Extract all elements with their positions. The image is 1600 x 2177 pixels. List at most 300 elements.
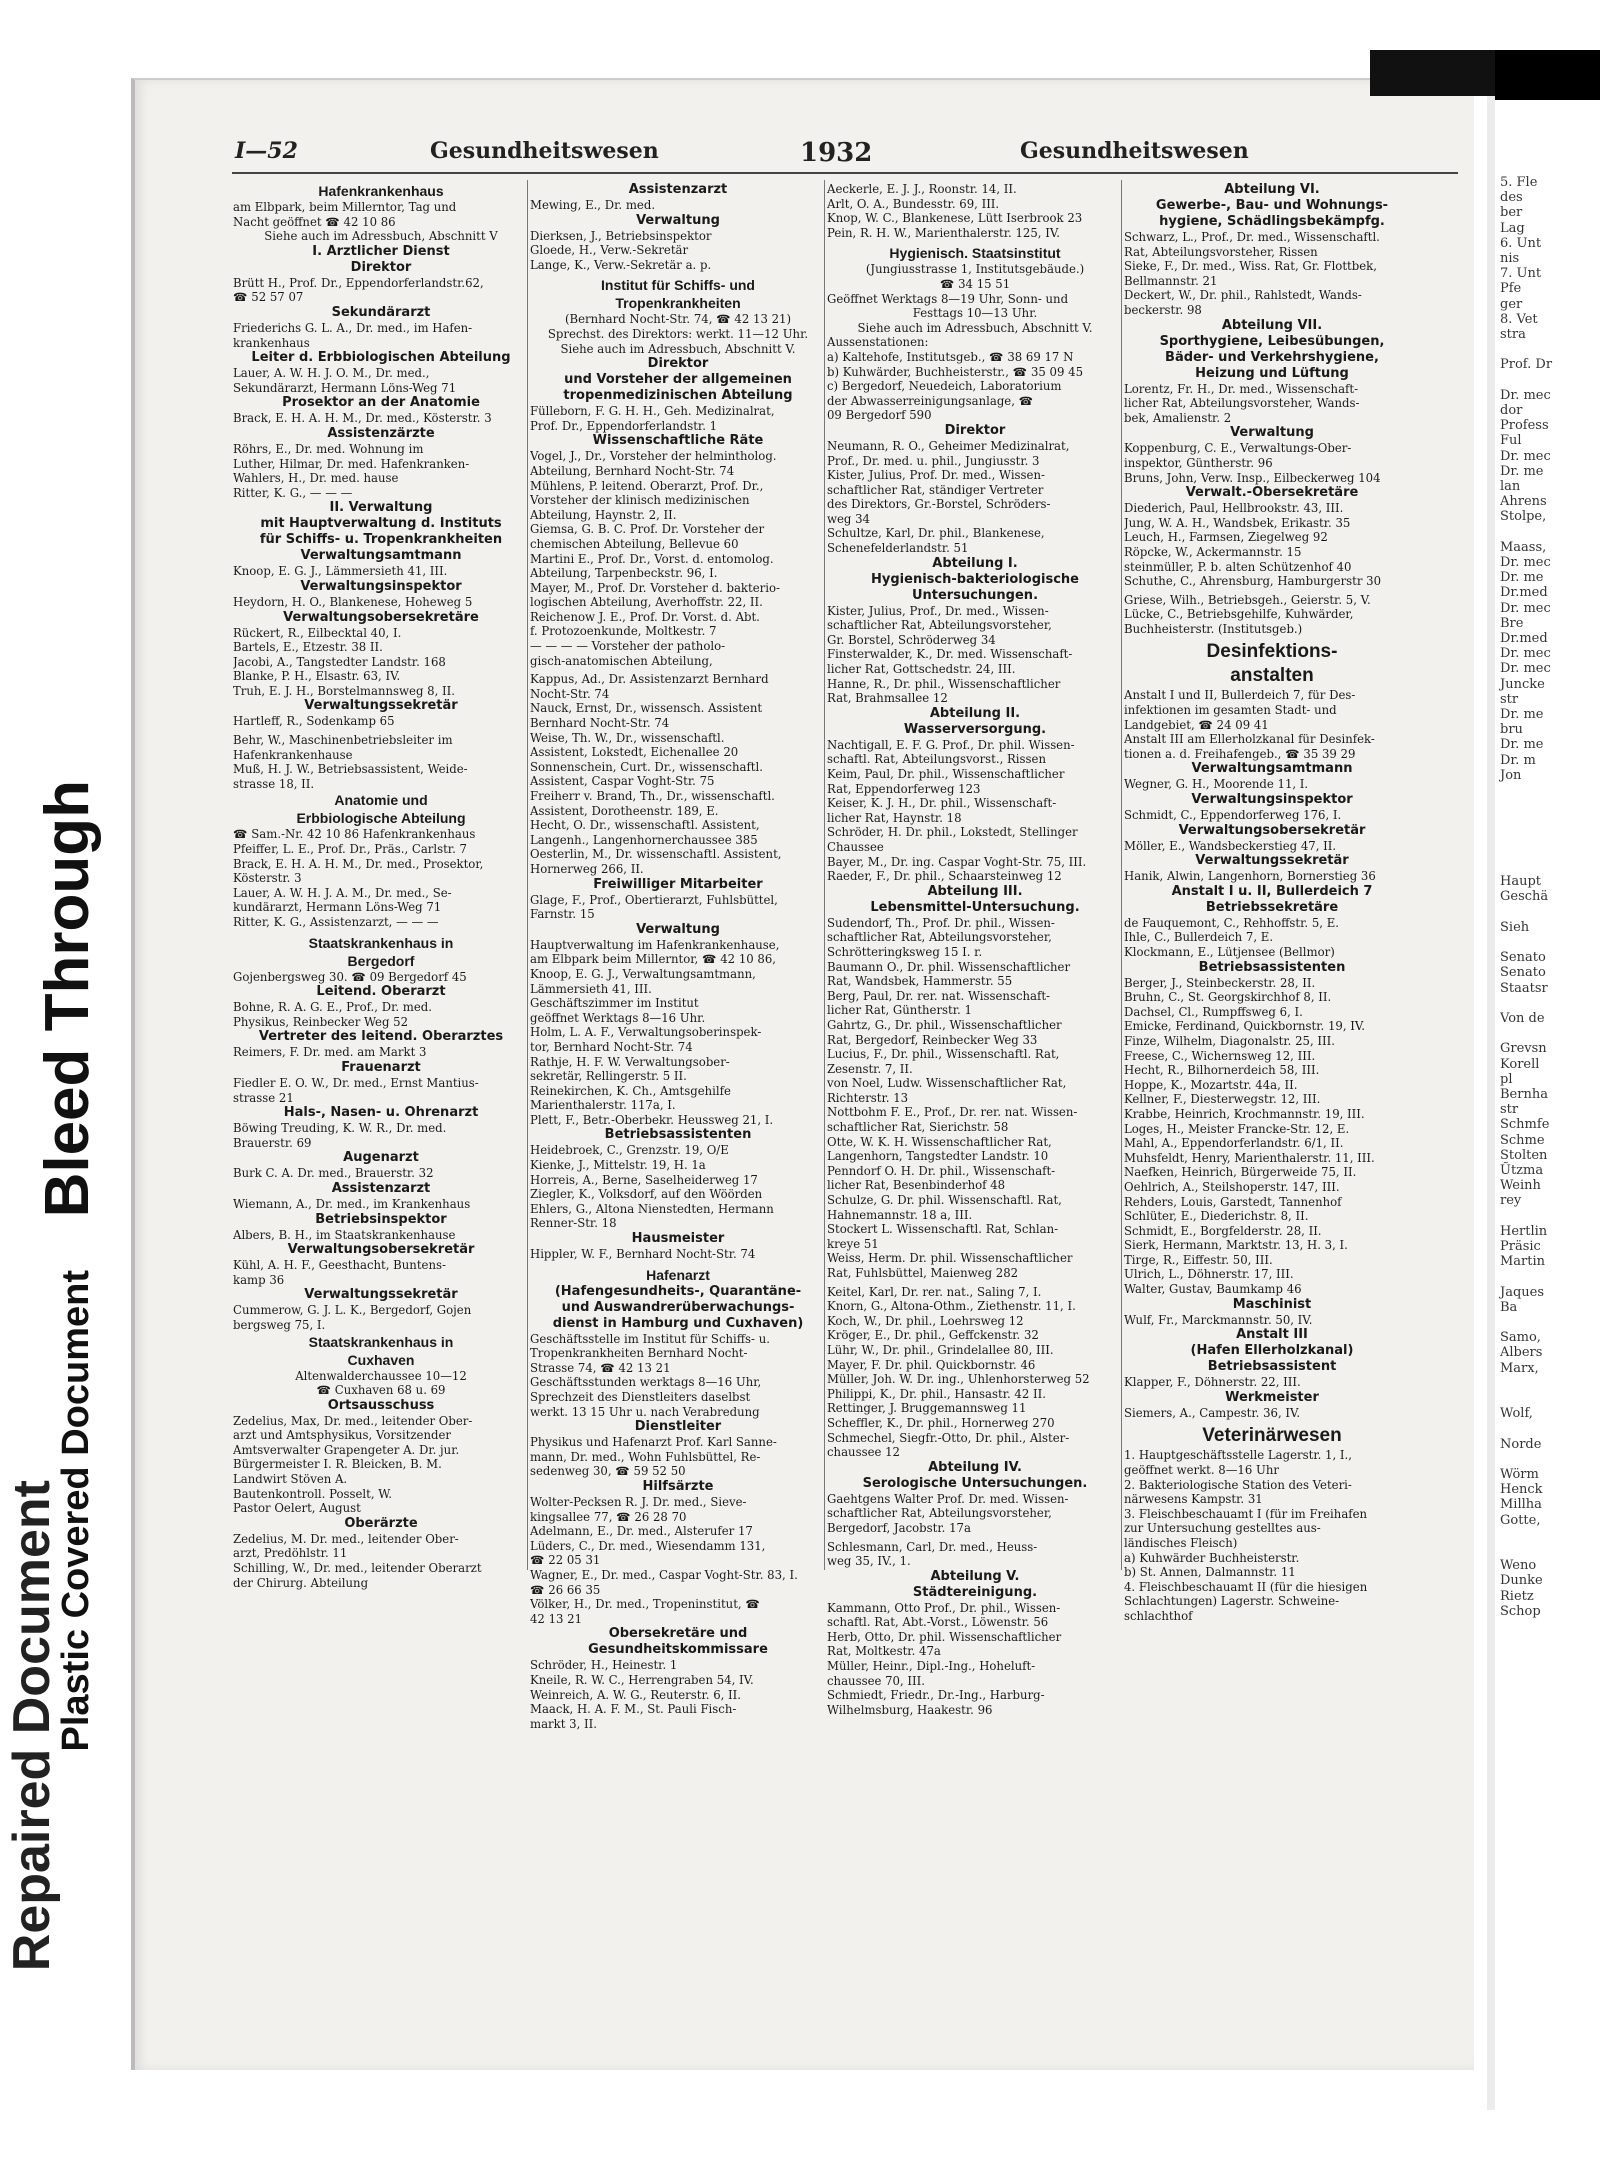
- entry-line: Ziegler, K., Volksdorf, auf den Wöörden: [530, 1187, 763, 1202]
- entry-line: Assistent, Caspar Voght-Str. 75: [530, 774, 715, 789]
- entry-line: c) Bergedorf, Neuedeich, Laboratorium: [827, 379, 1062, 394]
- entry-line: Albers, B. H., im Staatskrankenhause: [233, 1227, 456, 1242]
- facing-page-line: Gotte,: [1500, 1512, 1541, 1528]
- facing-page-line: Dr.med: [1500, 585, 1548, 601]
- entry-line: Heydorn, H. O., Blankenese, Hoheweg 5: [233, 594, 473, 609]
- entry-line: Ritter, K. G., Assistenzarzt, — — —: [233, 915, 439, 929]
- entry-line: licher Rat, Güntherstr. 1: [827, 1003, 972, 1018]
- entry-line: Marienthalerstr. 117a, I.: [530, 1098, 676, 1113]
- entry-line: Knop, W. C., Blankenese, Lütt Iserbrook 23: [827, 211, 1083, 226]
- entry-line: Otte, W. K. H. Wissenschaftlicher Rat,: [827, 1134, 1052, 1149]
- entry-line: der Abwasserreinigungsanlage, ☎: [827, 393, 1034, 408]
- entry-line: arzt und Amtsphysikus, Vorsitzender: [233, 1428, 451, 1443]
- entry-line: Jacobi, A., Tangstedter Landstr. 168: [233, 654, 446, 669]
- entry-line: Truh, E. J. H., Borstelmannsweg 8, II.: [233, 683, 455, 698]
- entry-line: Lorentz, Fr. H., Dr. med., Wissenschaft-: [1124, 381, 1359, 396]
- facing-page-line: Jaques: [1500, 1284, 1545, 1300]
- entry-line: des Direktors, Gr.-Borstel, Schröders-: [827, 497, 1051, 512]
- section-heading: Verwaltungssekretär: [304, 1287, 458, 1303]
- entry-line: Hanik, Alwin, Langenhorn, Bornerstieg 36: [1124, 869, 1376, 884]
- facing-page-line: Geschä: [1500, 889, 1549, 905]
- entry-line: Kellner, F., Diesterwegstr. 12, III.: [1124, 1092, 1321, 1107]
- entry-line: Abteilung, Bernhard Nocht-Str. 74: [530, 463, 735, 478]
- section-heading: II. Verwaltung: [329, 500, 433, 516]
- entry-line: Siehe auch im Adressbuch, Abschnitt V: [264, 229, 498, 244]
- entry-line: schaftlicher Rat, Abteilungsvorsteher,: [827, 618, 1052, 633]
- facing-page-line: Korell: [1500, 1056, 1540, 1072]
- entry-line: b) St. Annen, Dalmannstr. 11: [1124, 1565, 1296, 1580]
- facing-page-line: 6. Unt: [1500, 235, 1542, 251]
- facing-page-line: Weno: [1500, 1558, 1537, 1574]
- facing-page-line: Dr. mec: [1500, 448, 1551, 464]
- entry-line: Lücke, C., Betriebsgehilfe, Kuhwärder,: [1124, 607, 1354, 622]
- entry-line: Müller, Joh. W. Dr. ing., Uhlenhorsterweg 52: [827, 1372, 1090, 1387]
- entry-line: schaftlicher Rat, ständiger Vertreter: [827, 482, 1044, 497]
- section-heading: Bäder- und Verkehrshygiene,: [1165, 349, 1379, 365]
- entry-line: Schuthe, C., Ahrensburg, Hamburgerstr 30: [1124, 574, 1382, 589]
- facing-page-line: Jon: [1500, 767, 1522, 783]
- entry-line: Hahnemannstr. 18 a, III.: [827, 1207, 973, 1222]
- entry-line: Kienke, J., Mittelstr. 19, H. 1a: [530, 1158, 706, 1173]
- entry-line: Chaussee: [827, 839, 884, 854]
- section-heading: Direktor: [944, 422, 1006, 438]
- section-heading: Städtereinigung.: [912, 1584, 1038, 1600]
- entry-line: Sekundärarzt, Hermann Löns-Weg 71: [233, 380, 457, 395]
- entry-line: Raeder, F., Dr. phil., Schaarsteinweg 12: [827, 869, 1062, 884]
- section-heading: (Hafen Ellerholzkanal): [1190, 1343, 1354, 1359]
- entry-line: Nocht-Str. 74: [530, 686, 610, 701]
- entry-line: Lauer, A. W. H. J. O. M., Dr. med.,: [233, 366, 430, 381]
- facing-page-line: 7. Unt: [1500, 266, 1542, 282]
- facing-page-line: Ba: [1500, 1299, 1518, 1315]
- entry-line: geöffnet werkt. 8—16 Uhr: [1124, 1463, 1279, 1478]
- section-heading: Verwaltungsinspektor: [1191, 792, 1353, 808]
- entry-line: Schröder, H., Heinestr. 1: [530, 1658, 678, 1673]
- entry-line: Mewing, E., Dr. med.: [530, 198, 656, 212]
- entry-line: Freese, C., Wichernsweg 12, III.: [1124, 1048, 1316, 1063]
- facing-page-line: Dr. m: [1500, 752, 1536, 768]
- section-heading: Sekundärarzt: [331, 304, 431, 320]
- entry-line: Diederich, Paul, Hellbrookstr. 43, III.: [1124, 501, 1344, 516]
- entry-line: Prof. Dr., Eppendorferlandstr. 1: [530, 418, 718, 433]
- entry-line: Rat, Abteilungsvorsteher, Rissen: [1124, 244, 1318, 259]
- entry-line: Brütt H., Prof. Dr., Eppendorferlandstr.62,: [233, 275, 484, 290]
- entry-line: logischen Abteilung, Averhoffstr. 22, II.: [530, 595, 763, 610]
- entry-line: zur Untersuchung gestelltes aus-: [1124, 1521, 1321, 1536]
- section-heading: Lebensmittel-Untersuchung.: [870, 899, 1080, 915]
- entry-line: Rat, Bergedorf, Reinbecker Weg 33: [827, 1032, 1038, 1047]
- section-heading: Verwaltungsamtmann: [1191, 761, 1353, 777]
- facing-page-line: Stolpe,: [1500, 509, 1547, 525]
- facing-page-line: Grevsn: [1500, 1041, 1547, 1057]
- section-heading: Hilfsärzte: [642, 1478, 714, 1494]
- facing-page-line: Albers: [1500, 1345, 1543, 1361]
- entry-line: Schmiedt, Friedr., Dr.-Ing., Harburg-: [827, 1688, 1045, 1703]
- section-heading: und Auswandrerüberwachungs-: [561, 1299, 795, 1315]
- section-heading: Verwaltungsobersekretär: [1178, 822, 1366, 838]
- entry-line: Wahlers, H., Dr. med. hause: [233, 471, 399, 486]
- section-heading: Verwaltungsobersekretär: [287, 1242, 475, 1258]
- entry-line: Hippler, W. F., Bernhard Nocht-Str. 74: [530, 1247, 756, 1262]
- entry-line: Schlüter, E., Diederichstr. 8, II.: [1124, 1209, 1309, 1224]
- entry-line: Aussenstationen:: [827, 335, 929, 350]
- entry-line: Bohne, R. A. G. E., Prof., Dr. med.: [233, 1000, 432, 1015]
- section-heading: Oberärzte: [344, 1515, 418, 1531]
- entry-line: chaussee 12: [827, 1445, 900, 1460]
- entry-line: Horreis, A., Berne, Saselheiderweg 17: [530, 1172, 758, 1187]
- section-heading: (Hafengesundheits-, Quarantäne-: [554, 1283, 802, 1299]
- entry-line: Schilling, W., Dr. med., leitender Oberarzt: [233, 1561, 482, 1576]
- section-heading: I. Ärztlicher Dienst: [312, 243, 450, 259]
- section-heading: Hausmeister: [631, 1231, 725, 1247]
- section-heading: Bergedorf: [347, 952, 415, 969]
- section-heading: Verwaltungsobersekretäre: [283, 609, 479, 625]
- entry-line: ☎ Cuxhaven 68 u. 69: [316, 1383, 446, 1398]
- entry-line: Hornerweg 266, II.: [530, 861, 644, 876]
- facing-page-line: Bernha: [1500, 1087, 1548, 1102]
- section-heading: Abteilung I.: [932, 555, 1018, 571]
- section-heading: Betriebsinspektor: [315, 1211, 447, 1227]
- entry-line: Mayer, M., Prof. Dr. Vorsteher d. bakterio-: [530, 580, 780, 595]
- entry-line: Blanke, P. H., Elsastr. 63, IV.: [233, 669, 401, 684]
- section-heading: Abteilung II.: [929, 705, 1021, 721]
- facing-page-line: Juncke: [1500, 676, 1545, 692]
- entry-line: Vogel, J., Dr., Vorsteher der helmintholog.: [530, 449, 777, 464]
- entry-line: Philippi, K., Dr. phil., Hansastr. 42 II.: [827, 1386, 1046, 1401]
- entry-line: 42 13 21: [530, 1611, 583, 1626]
- bleed-through-label: Bleed Through: [33, 780, 102, 1218]
- entry-line: Pastor Oelert, August: [233, 1501, 361, 1516]
- section-heading: Leitend. Oberarzt: [316, 984, 446, 1000]
- entry-line: Langenhorn, Tangstedter Landstr. 10: [827, 1149, 1049, 1164]
- entry-line: kamp 36: [233, 1272, 285, 1287]
- entry-line: Lühr, W., Dr. phil., Grindelallee 80, III.: [827, 1342, 1054, 1357]
- entry-line: Neumann, R. O., Geheimer Medizinalrat,: [827, 438, 1070, 453]
- spine-margin: [0, 0, 130, 2177]
- facing-page-line: Dr. mec: [1500, 387, 1551, 403]
- section-heading: Hafenkrankenhaus: [318, 183, 444, 199]
- section-heading: tropenmedizinischen Abteilung: [563, 388, 793, 404]
- entry-line: sekretär, Rellingerstr. 5 II.: [530, 1069, 687, 1084]
- entry-line: Weinreich, A. W. G., Reuterstr. 6, II.: [530, 1687, 742, 1702]
- entry-line: Siehe auch im Adressbuch, Abschnitt V.: [857, 320, 1093, 335]
- entry-line: Penndorf O. H. Dr. phil., Wissenschaft-: [827, 1163, 1056, 1178]
- entry-line: 1. Hauptgeschäftsstelle Lagerstr. 1, I.,: [1124, 1448, 1352, 1463]
- entry-line: Knorn, G., Altona-Othm., Ziethenstr. 11, I.: [827, 1299, 1076, 1314]
- entry-line: sedenweg 30, ☎ 59 52 50: [530, 1464, 686, 1479]
- entry-line: Bruhn, C., St. Georgskirchhof 8, II.: [1124, 990, 1332, 1005]
- entry-line: Abteilung, Tarpenbeckstr. 96, I.: [530, 566, 718, 581]
- entry-line: Rückert, R., Eilbecktal 40, I.: [233, 625, 402, 640]
- facing-page-line: Ful: [1500, 433, 1522, 449]
- entry-line: am Elbpark beim Millerntor, ☎ 42 10 86,: [530, 952, 776, 967]
- entry-line: Rat, Brahmsallee 12: [827, 691, 948, 706]
- entry-line: geöffnet Werktags 8—16 Uhr.: [530, 1010, 706, 1025]
- entry-line: Schröder, H. Dr. phil., Lokstedt, Stellinger: [827, 825, 1078, 840]
- entry-line: Krabbe, Heinrich, Krochmannstr. 19, III.: [1124, 1106, 1365, 1121]
- running-title-right: Gesundheitswesen: [1020, 138, 1249, 164]
- entry-line: Keitel, Karl, Dr. rer. nat., Saling 7, I.: [827, 1284, 1042, 1299]
- entry-line: Kappus, Ad., Dr. Assistenzarzt Bernhard: [530, 672, 769, 687]
- facing-page-line: Schme: [1500, 1132, 1545, 1148]
- entry-line: Knoop, E. G. J., Lämmersieth 41, III.: [233, 564, 448, 579]
- entry-line: (Bernhard Nocht-Str. 74, ☎ 42 13 21): [564, 312, 792, 327]
- entry-line: Cummerow, G. J. L. K., Bergedorf, Gojen: [233, 1303, 472, 1318]
- section-heading: Betriebssekretäre: [1205, 899, 1339, 915]
- facing-page-line: Senato: [1500, 965, 1546, 981]
- facing-page-line: Ũtzma: [1500, 1163, 1544, 1178]
- entry-line: Fülleborn, F. G. H. H., Geh. Medizinalrat,: [530, 404, 775, 419]
- entry-line: Hecht, O. Dr., wissenschaftl. Assistent,: [530, 818, 760, 833]
- entry-line: f. Protozoenkunde, Moltkestr. 7: [530, 624, 717, 639]
- entry-line: Zedelius, Max, Dr. med., leitender Ober-: [233, 1413, 473, 1428]
- entry-line: Renner-Str. 18: [530, 1216, 617, 1231]
- facing-page-line: Staatsr: [1500, 980, 1548, 996]
- entry-line: Bayer, M., Dr. ing. Caspar Voght-Str. 75, III.: [827, 854, 1087, 869]
- facing-page-line: Dr. me: [1500, 570, 1544, 586]
- entry-line: Loges, H., Meister Francke-Str. 12, E.: [1124, 1121, 1350, 1136]
- entry-line: Physikus, Reinbecker Weg 52: [233, 1014, 409, 1029]
- entry-line: Gloede, H., Verw.-Sekretär: [530, 243, 689, 258]
- section-heading: Serologische Untersuchungen.: [862, 1475, 1088, 1491]
- facing-page-line: Weinh: [1500, 1178, 1541, 1194]
- entry-line: Stockert L. Wissenschaftl. Rat, Schlan-: [827, 1222, 1059, 1237]
- entry-line: kingsallee 77, ☎ 26 28 70: [530, 1509, 687, 1524]
- section-heading: Assistenzarzt: [331, 1180, 431, 1196]
- entry-line: Richterstr. 13: [827, 1090, 909, 1105]
- facing-page-line: Dr. me: [1500, 463, 1544, 479]
- facing-page-line: Marx,: [1500, 1360, 1539, 1376]
- entry-line: Wegner, G. H., Moorende 11, I.: [1124, 777, 1309, 792]
- section-heading: mit Hauptverwaltung d. Instituts: [260, 516, 502, 532]
- entry-line: Physikus und Hafenarzt Prof. Karl Sanne-: [530, 1435, 777, 1450]
- entry-line: ☎ 22 05 31: [530, 1553, 601, 1568]
- facing-page-line: str: [1500, 1102, 1519, 1118]
- entry-line: Siemers, A., Campestr. 36, IV.: [1124, 1405, 1301, 1420]
- entry-line: Röpcke, W., Ackermannstr. 15: [1124, 544, 1302, 559]
- facing-page-line: Millha: [1500, 1497, 1542, 1513]
- entry-line: Buchheisterstr. (Institutsgeb.): [1124, 621, 1303, 636]
- entry-line: Gaehtgens Walter Prof. Dr. med. Wissen-: [827, 1491, 1069, 1506]
- entry-line: Deckert, W., Dr. phil., Rahlstedt, Wands-: [1124, 288, 1362, 303]
- section-heading: Hals-, Nasen- u. Ohrenarzt: [283, 1105, 479, 1121]
- entry-line: Schmidt, C., Eppendorferweg 176, I.: [1124, 808, 1342, 823]
- entry-line: chaussee 70, III.: [827, 1673, 925, 1688]
- entry-line: Geschäftsstelle im Institut für Schiffs- u.: [530, 1331, 770, 1346]
- entry-line: steinmüller, P. b. alten Schützenhof 40: [1124, 559, 1352, 574]
- entry-line: von Noel, Ludw. Wissenschaftlicher Rat,: [827, 1076, 1067, 1091]
- facing-page-line: dor: [1500, 403, 1523, 418]
- entry-line: Siehe auch im Adressbuch, Abschnitt V.: [560, 341, 796, 356]
- entry-line: arzt, Predöhlstr. 11: [233, 1546, 348, 1561]
- text-column-2: [530, 182, 826, 1731]
- entry-line: Burk C. A. Dr. med., Brauerstr. 32: [233, 1166, 434, 1181]
- entry-line: Schwarz, L., Prof., Dr. med., Wissenschaftl.: [1124, 230, 1380, 244]
- entry-line: Farnstr. 15: [530, 907, 595, 922]
- entry-line: Giemsa, G. B. C. Prof. Dr. Vorsteher der: [530, 522, 765, 537]
- entry-line: Kister, Julius, Prof. Dr. med., Wissen-: [827, 468, 1045, 483]
- entry-line: Sprechzeit des Dienstleiters daselbst: [530, 1390, 751, 1404]
- facing-page-line: Pfe: [1500, 281, 1522, 297]
- entry-line: Bellmannstr. 21: [1124, 273, 1218, 288]
- entry-line: Herb, Otto, Dr. phil. Wissenschaftlicher: [827, 1629, 1062, 1644]
- plastic-covered-label: Plastic Covered Document: [55, 1270, 97, 1752]
- section-heading: Direktor: [647, 356, 709, 372]
- entry-line: werkt. 13 15 Uhr u. nach Verabredung: [530, 1404, 760, 1419]
- entry-line: kreye 51: [827, 1236, 879, 1251]
- entry-line: Gr. Borstel, Schröderweg 34: [827, 632, 996, 647]
- entry-line: Koch, W., Dr. phil., Loehrsweg 12: [827, 1313, 1024, 1328]
- entry-line: Oesterlin, M., Dr. wissenschaftl. Assistent,: [530, 847, 782, 862]
- section-heading: Gesundheitskommissare: [588, 1642, 768, 1658]
- entry-line: markt 3, II.: [530, 1716, 597, 1731]
- entry-line: Landwirt Stöven A.: [233, 1472, 348, 1487]
- entry-line: Abteilung, Haynstr. 2, II.: [530, 507, 677, 522]
- facing-page-line: Henck: [1500, 1482, 1543, 1498]
- entry-line: gisch-anatomischen Abteilung,: [530, 653, 713, 668]
- entry-line: Pein, R. H. W., Marienthalerstr. 125, IV.: [827, 225, 1060, 240]
- entry-line: Finze, Wilhelm, Diagonalstr. 25, III.: [1124, 1033, 1335, 1048]
- section-heading: Dienstleiter: [634, 1419, 722, 1435]
- entry-line: Arlt, O. A., Bundesstr. 69, III.: [827, 196, 1000, 211]
- facing-page-line: Rietz: [1500, 1588, 1534, 1604]
- entry-line: Lüders, C., Dr. med., Wiesendamm 131,: [530, 1538, 766, 1553]
- entry-line: Baumann O., Dr. phil. Wissenschaftlicher: [827, 959, 1071, 974]
- entry-line: Kröger, E., Dr. phil., Geffckenstr. 32: [827, 1328, 1039, 1343]
- entry-line: Sierk, Hermann, Marktstr. 13, H. 3, I.: [1124, 1238, 1348, 1253]
- section-heading: Verwaltungsamtmann: [300, 548, 462, 564]
- section-heading: Desinfektions-: [1206, 641, 1338, 663]
- facing-page-line: Senato: [1500, 950, 1546, 966]
- entry-line: Plett, F., Betr.-Oberbekr. Heussweg 21, I.: [530, 1112, 774, 1127]
- entry-line: Wolter-Pecksen R. J. Dr. med., Sieve-: [530, 1494, 747, 1509]
- facing-page-line: Martin: [1500, 1254, 1546, 1270]
- section-heading: Wissenschaftliche Räte: [592, 433, 764, 449]
- entry-line: Schrötteringksweg 15 I. r.: [827, 944, 983, 959]
- entry-line: Wagner, E., Dr. med., Caspar Voght-Str. 83, I.: [530, 1567, 798, 1582]
- facing-page-line: ger: [1500, 296, 1523, 312]
- entry-line: 3. Fleischbeschauamt I (für im Freihafen: [1124, 1506, 1368, 1521]
- entry-line: strasse 21: [233, 1090, 294, 1105]
- entry-line: licher Rat, Abteilungsvorsteher, Wands-: [1124, 396, 1360, 411]
- facing-page-line: des: [1500, 190, 1523, 206]
- entry-line: Mahl, A., Eppendorferlandstr. 6/1, II.: [1124, 1136, 1344, 1151]
- entry-line: Lange, K., Verw.-Sekretär a. p.: [530, 257, 712, 272]
- facing-page-line: Haupt: [1500, 874, 1542, 890]
- section-heading: Verwalt.-Obersekretäre: [1185, 485, 1359, 501]
- entry-line: Tropenkrankheiten Bernhard Nocht-: [530, 1346, 748, 1361]
- section-heading: Abteilung VII.: [1221, 317, 1323, 333]
- entry-line: Bürgermeister I. R. Bleicken, B. M.: [233, 1457, 442, 1472]
- entry-line: Vorsteher der klinisch medizinischen: [530, 493, 750, 508]
- entry-line: Bartels, E., Etzestr. 38 II.: [233, 640, 383, 655]
- entry-line: Anstalt III am Ellerholzkanal für Desinfek-: [1124, 732, 1375, 747]
- entry-line: Kneile, R. W. C., Herrengraben 54, IV.: [530, 1672, 754, 1687]
- entry-line: schaftlicher Rat, Abteilungsvorsteher,: [827, 1506, 1052, 1521]
- entry-line: Mühlens, P. leitend. Oberarzt, Prof. Dr.,: [530, 478, 764, 493]
- section-heading: Leiter d. Erbbiologischen Abteilung: [251, 350, 511, 366]
- entry-line: Maack, H. A. F. M., St. Pauli Fisch-: [530, 1702, 737, 1717]
- entry-line: Assistent, Lokstedt, Eichenallee 20: [530, 745, 739, 760]
- entry-line: Luther, Hilmar, Dr. med. Hafenkranken-: [233, 456, 470, 471]
- header-rule: [232, 172, 1458, 174]
- entry-line: Reimers, F. Dr. med. am Markt 3: [233, 1045, 427, 1060]
- entry-line: Nauck, Ernst, Dr., wissensch. Assistent: [530, 701, 763, 716]
- entry-line: strasse 18, II.: [233, 776, 315, 791]
- section-heading: anstalten: [1230, 665, 1314, 687]
- entry-line: Rat, Eppendorferweg 123: [827, 781, 981, 796]
- entry-line: Dachsel, Cl., Rumpffsweg 6, I.: [1124, 1004, 1303, 1019]
- facing-page-line: lan: [1500, 479, 1521, 494]
- section-heading: Augenarzt: [343, 1150, 419, 1166]
- entry-line: Völker, H., Dr. med., Tropeninstitut, ☎: [530, 1597, 760, 1612]
- entry-line: Schenefelderlandstr. 51: [827, 541, 969, 556]
- entry-line: licher Rat, Besenbinderhof 48: [827, 1178, 1006, 1193]
- facing-page-line: Lag: [1500, 220, 1525, 236]
- section-heading: Frauenarzt: [341, 1059, 421, 1075]
- entry-line: am Elbpark, beim Millerntor, Tag und: [233, 200, 457, 214]
- text-column-3: [827, 182, 1123, 1717]
- section-heading: Cuxhaven: [347, 1351, 415, 1368]
- section-heading: Betriebsassistenten: [1198, 959, 1346, 975]
- entry-line: 4. Fleischbeschauamt II (für die hiesigen: [1124, 1579, 1368, 1594]
- facing-page-line: Bre: [1500, 615, 1524, 631]
- entry-line: ☎ 26 66 35: [530, 1582, 601, 1597]
- entry-line: bek, Amalienstr. 2: [1124, 410, 1232, 425]
- facing-page-line: Profess: [1500, 418, 1549, 434]
- entry-line: Geöffnet Werktags 8—19 Uhr, Sonn- und: [827, 291, 1069, 306]
- facing-page-line: Von de: [1500, 1011, 1545, 1026]
- facing-page-line: Schop: [1500, 1603, 1541, 1619]
- entry-line: — — — — Vorsteher der patholo-: [530, 639, 726, 654]
- entry-line: Muhsfeldt, Henry, Marienthalerstr. 11, III.: [1124, 1150, 1375, 1165]
- entry-line: Kösterstr. 3: [233, 871, 302, 886]
- entry-line: b) Kuhwärder, Buchheisterstr., ☎ 35 09 45: [827, 364, 1084, 379]
- entry-line: Schmidt, E., Borgfelderstr. 28, II.: [1124, 1223, 1322, 1238]
- section-heading: Verwaltungssekretär: [304, 698, 458, 714]
- entry-line: Hauptverwaltung im Hafenkrankenhause,: [530, 937, 780, 952]
- entry-line: Ritter, K. G., — — —: [233, 485, 353, 500]
- entry-line: Behr, W., Maschinenbetriebsleiter im: [233, 733, 453, 748]
- year-heading: 1932: [800, 138, 873, 168]
- entry-line: Geschäftsstunden werktags 8—16 Uhr,: [530, 1375, 762, 1390]
- section-heading: Institut für Schiffs- und: [601, 277, 755, 294]
- entry-line: Berger, J., Steinbeckerstr. 28, II.: [1124, 975, 1316, 990]
- facing-page-line: Wolf,: [1500, 1406, 1533, 1422]
- entry-line: Keiser, K. J. H., Dr. phil., Wissenschaft-: [827, 796, 1057, 811]
- facing-page-line: Stolten: [1500, 1147, 1548, 1163]
- section-heading: für Schiffs- u. Tropenkrankheiten: [259, 532, 503, 548]
- entry-line: Brauerstr. 69: [233, 1135, 312, 1150]
- facing-page-line: stra: [1500, 327, 1526, 342]
- entry-line: tor, Bernhard Nocht-Str. 74: [530, 1039, 693, 1054]
- section-heading: Abteilung IV.: [928, 1459, 1022, 1475]
- entry-line: bergsweg 75, I.: [233, 1317, 326, 1332]
- section-heading: Abteilung III.: [927, 883, 1023, 899]
- section-heading: Anstalt III: [1236, 1327, 1308, 1343]
- facing-page-line: ber: [1500, 205, 1523, 221]
- facing-page-line: str: [1500, 691, 1519, 707]
- section-heading: Verwaltungsinspektor: [300, 578, 462, 594]
- section-heading: Staatskrankenhaus in: [308, 934, 454, 951]
- entry-line: Klapper, F., Döhnerstr. 22, III.: [1124, 1375, 1301, 1390]
- entry-line: Müller, Heinr., Dipl.-Ing., Hoheluft-: [827, 1659, 1036, 1674]
- section-heading: Verwaltung: [636, 921, 720, 937]
- entry-line: Zesenstr. 7, II.: [827, 1061, 913, 1076]
- section-heading: Tropenkrankheiten: [615, 295, 741, 312]
- section-heading: Obersekretäre und: [608, 1626, 748, 1642]
- entry-line: Bautenkontroll. Posselt, W.: [233, 1486, 392, 1501]
